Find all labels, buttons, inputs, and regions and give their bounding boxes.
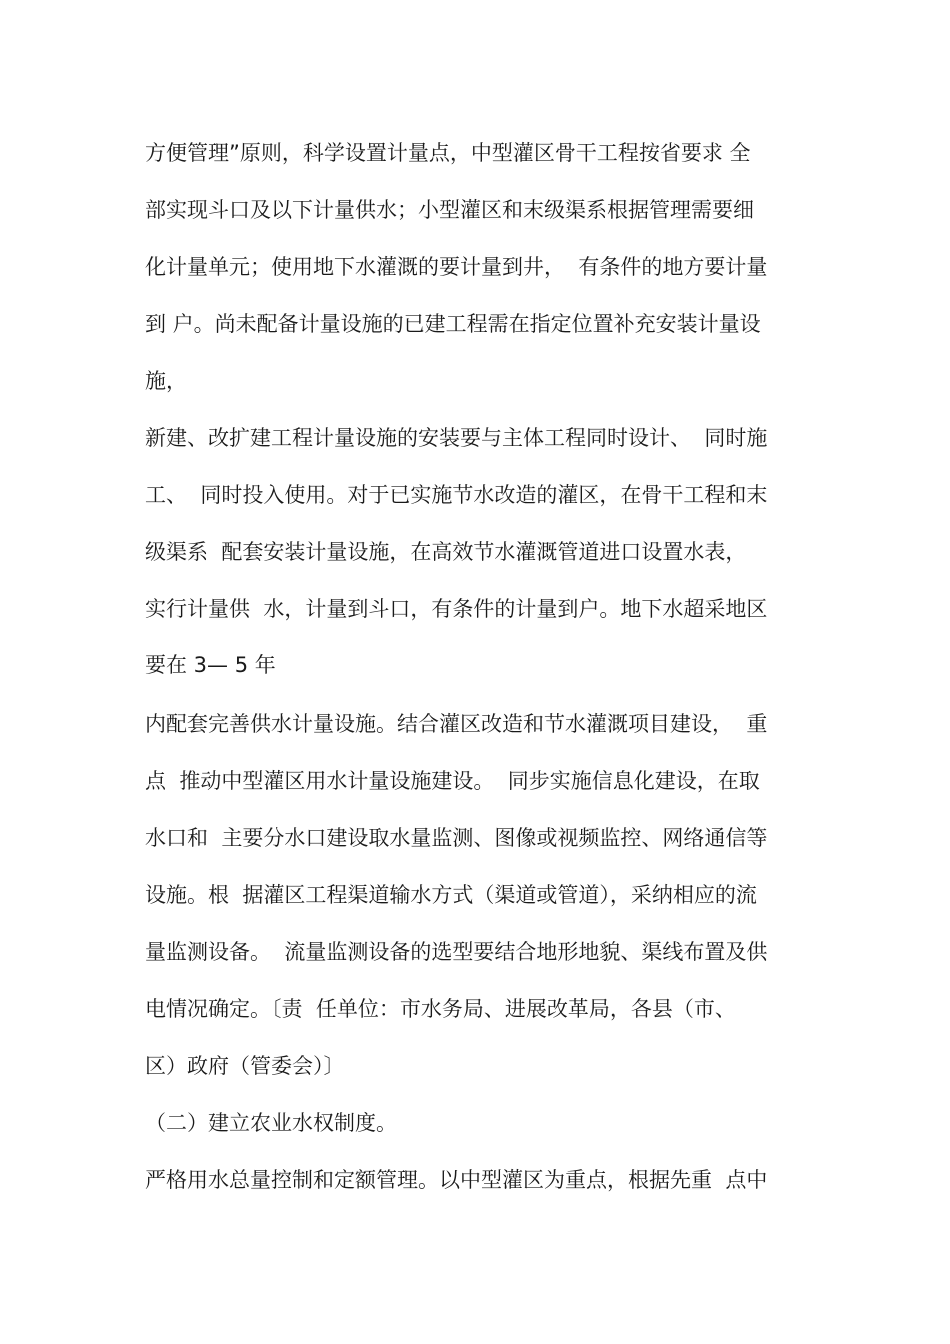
text-line: 施，: [145, 369, 187, 393]
text-line: 量监测设备。 流量监测设备的选型要结合地形地貌、渠线布置及供: [145, 940, 768, 964]
section-heading: （二）建立农业水权制度。: [145, 1111, 397, 1135]
text-line: 区）政府（管委会）〕: [145, 1054, 345, 1078]
text-line: 点 推动中型灌区用水计量设施建设。 同步实施信息化建设，在取: [145, 769, 760, 793]
text-line: 部实现斗口及以下计量供水；小型灌区和末级渠系根据管理需要细: [145, 198, 754, 222]
text-line: 电情况确定。〔责 任单位：市水务局、进展改革局，各县（市、: [145, 997, 736, 1021]
text-line: 工、 同时投入使用。对于已实施节水改造的灌区，在骨干工程和末: [145, 483, 768, 507]
text-line: 到 户。尚未配备计量设施的已建工程需在指定位置补充安装计量设: [145, 312, 761, 336]
text-line: 水口和 主要分水口建设取水量监测、图像或视频监控、网络通信等: [145, 826, 768, 850]
text-line: 内配套完善供水计量设施。结合灌区改造和节水灌溉项目建设， 重: [145, 712, 768, 736]
text-line: 实行计量供 水，计量到斗口，有条件的计量到户。地下水超采地区: [145, 597, 768, 621]
text-line: 方便管理”原则，科学设置计量点，中型灌区骨干工程按省要求 全: [145, 141, 751, 165]
text-line: 新建、改扩建工程计量设施的安装要与主体工程同时设计、 同时施: [145, 426, 768, 450]
text-line: 级渠系 配套安装计量设施，在高效节水灌溉管道进口设置水表，: [145, 540, 747, 564]
text-line: 设施。根 据灌区工程渠道输水方式（渠道或管道），采纳相应的流: [145, 883, 757, 907]
text-line: 化计量单元；使用地下水灌溉的要计量到井， 有条件的地方要计量: [145, 255, 768, 279]
text-line: 要在 3— 5 年: [145, 653, 276, 677]
text-line: 严格用水总量控制和定额管理。以中型灌区为重点，根据先重 点中: [145, 1168, 768, 1192]
